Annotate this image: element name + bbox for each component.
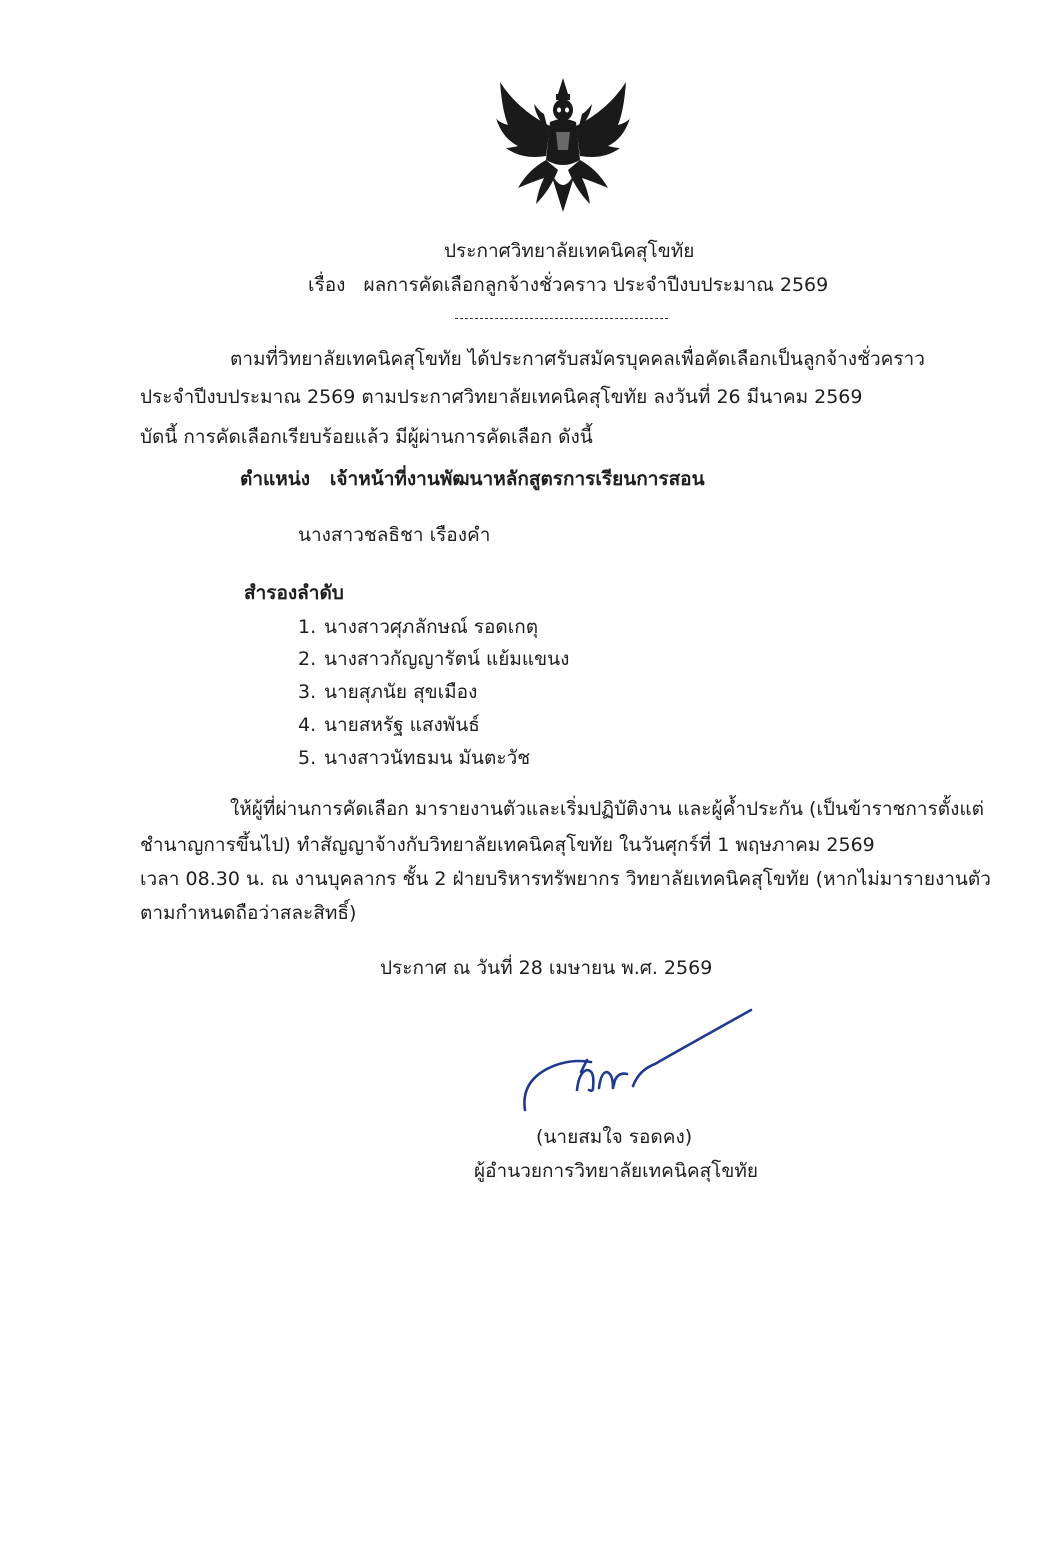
- position-label: ตำแหน่ง: [240, 468, 311, 490]
- instruction-line-1: ให้ผู้ที่ผ่านการคัดเลือก มารายงานตัวและเริ่มปฏิบัติงาน และผู้ค้ำประกัน (เป็นข้าราชการตั้งแต่: [230, 798, 984, 820]
- reserve-heading: สำรองลำดับ: [244, 582, 344, 604]
- instruction-line-3: เวลา 08.30 น. ณ งานบุคลากร ชั้น 2 ฝ่ายบริหารทรัพยากร วิทยาลัยเทคนิคสุโขทัย (หากไม่มารายงานตัว: [140, 868, 991, 890]
- list-item-name: นางสาวศุภลักษณ์ รอดเกตุ: [324, 616, 539, 638]
- heading-divider: [455, 318, 668, 319]
- list-item-name: นางสาวนัทธมน มันตะวัช: [324, 747, 531, 769]
- signatory-title: ผู้อำนวยการวิทยาลัยเทคนิคสุโขทัย: [474, 1160, 759, 1182]
- list-item-name: นายสหรัฐ แสงพันธ์: [324, 714, 480, 736]
- signatory-name: (นายสมใจ รอดคง): [536, 1126, 693, 1148]
- list-item: [298, 614, 538, 640]
- instruction-line-2: ชำนาญการขึ้นไป) ทำสัญญาจ้างกับวิทยาลัยเทคนิคสุโขทัย ในวันศุกร์ที่ 1 พฤษภาคม 2569: [140, 834, 875, 856]
- announcement-title: ประกาศวิทยาลัยเทคนิคสุโขทัย: [444, 240, 695, 262]
- list-item-name: นายสุภนัย สุขเมือง: [324, 681, 478, 703]
- announcement-date: ประกาศ ณ วันที่ 28 เมษายน พ.ศ. 2569: [380, 957, 713, 979]
- instruction-line-4: ตามกำหนดถือว่าสละสิทธิ์): [140, 902, 357, 924]
- list-item-number: 2.: [298, 648, 317, 670]
- signature-icon: [515, 1000, 765, 1120]
- list-item: [298, 712, 480, 738]
- list-item: [298, 679, 477, 705]
- list-item-number: 5.: [298, 747, 317, 769]
- list-item: [298, 745, 530, 771]
- subject-line: [308, 272, 828, 298]
- subject-text: ผลการคัดเลือกลูกจ้างชั่วคราว ประจำปีงบประมาณ 2569: [363, 274, 829, 296]
- list-item-name: นางสาวกัญญารัตน์ แย้มแขนง: [324, 648, 570, 670]
- list-item-number: 4.: [298, 714, 317, 736]
- list-item-number: 3.: [298, 681, 317, 703]
- selected-candidate: นางสาวชลธิชา เรืองคำ: [298, 524, 491, 546]
- list-item: [298, 646, 569, 672]
- intro-line-2: ประจำปีงบประมาณ 2569 ตามประกาศวิทยาลัยเทคนิคสุโขทัย ลงวันที่ 26 มีนาคม 2569: [140, 386, 863, 408]
- position-line: [240, 466, 705, 492]
- garuda-emblem-icon: [488, 70, 638, 220]
- position-title: เจ้าหน้าที่งานพัฒนาหลักสูตรการเรียนการสอน: [329, 468, 705, 490]
- intro-line-3: บัดนี้ การคัดเลือกเรียบร้อยแล้ว มีผู้ผ่านการคัดเลือก ดังนี้: [140, 426, 593, 448]
- intro-line-1: ตามที่วิทยาลัยเทคนิคสุโขทัย ได้ประกาศรับสมัครบุคคลเพื่อคัดเลือกเป็นลูกจ้างชั่วคราว: [230, 348, 925, 370]
- subject-label: เรื่อง: [308, 274, 346, 296]
- list-item-number: 1.: [298, 616, 317, 638]
